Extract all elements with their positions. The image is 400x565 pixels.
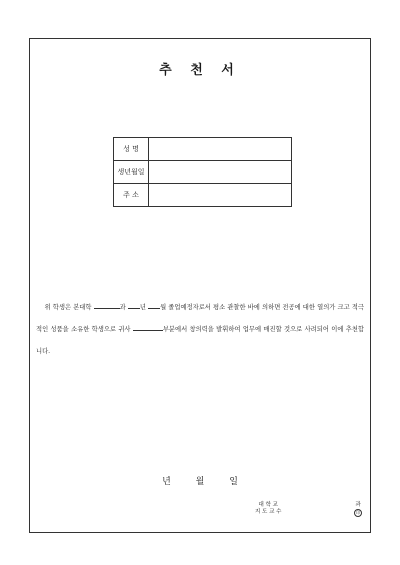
date-line xyxy=(30,474,370,487)
field-blank[interactable] xyxy=(133,324,163,331)
department-label: 과 xyxy=(355,502,361,508)
year-blank[interactable] xyxy=(128,302,140,309)
table-row xyxy=(114,161,292,184)
address-field[interactable] xyxy=(149,184,292,207)
paragraph-text: 월 졸업예정자로서 평소 관찰한 바에 의하면 전공에 대한 열의가 크고 적극적인 성품을 소유한 학생으로 귀사 xyxy=(36,304,364,333)
date-month: 월 xyxy=(195,477,205,487)
address-label: 주 소 xyxy=(114,184,149,207)
seal-block xyxy=(354,502,362,517)
recommendation-paragraph xyxy=(36,297,364,363)
date-day: 일 xyxy=(229,477,238,487)
month-blank[interactable] xyxy=(148,302,160,309)
paragraph-text: 년 xyxy=(139,304,149,311)
paragraph-text: 부분에서 창의력을 발휘하여 업무에 매진할 것으로 사려되어 이에 추천합니다. xyxy=(36,326,365,355)
table-row xyxy=(114,184,292,207)
university-label: 대 학 교 xyxy=(258,502,278,508)
seal-icon: 印 xyxy=(356,510,360,515)
birthdate-label: 생년월일 xyxy=(114,161,149,184)
table-row xyxy=(114,138,292,161)
name-label: 성 명 xyxy=(114,138,149,161)
page-title: 추 천 서 xyxy=(159,63,241,78)
name-field[interactable] xyxy=(149,138,292,161)
recommendation-letter-sheet xyxy=(29,38,371,533)
department-blank[interactable] xyxy=(94,302,120,309)
signature-block xyxy=(255,502,282,516)
professor-label: 지 도 교 수 xyxy=(255,509,282,515)
paragraph-text: 과 xyxy=(119,304,128,311)
paragraph-text: 위 학생은 본대학 xyxy=(44,304,94,311)
date-year: 년 xyxy=(162,477,171,487)
applicant-info-table xyxy=(113,137,292,207)
birthdate-field[interactable] xyxy=(149,161,292,184)
